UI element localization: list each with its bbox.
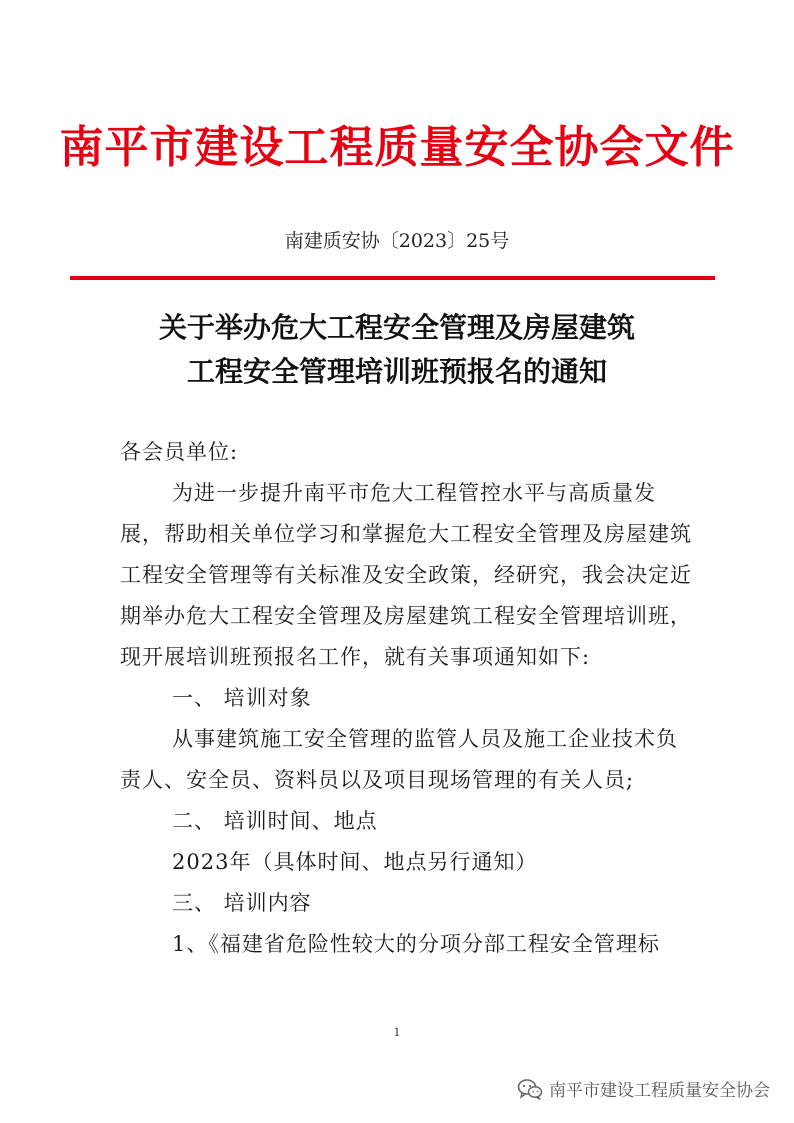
section-heading-1: 一、 培训对象 bbox=[172, 686, 312, 710]
paragraph-line: 期举办危大工程安全管理及房屋建筑工程安全管理培训班， bbox=[120, 604, 692, 628]
paragraph-line: 现开展培训班预报名工作，就有关事项通知如下: bbox=[120, 645, 591, 669]
salutation: 各会员单位: bbox=[120, 440, 239, 464]
red-divider-line bbox=[70, 276, 715, 280]
paragraph-line: 展，帮助相关单位学习和掌握危大工程安全管理及房屋建筑 bbox=[120, 522, 692, 546]
paragraph-line: 工程安全管理等有关标准及安全政策，经研究，我会决定近 bbox=[120, 563, 692, 587]
paragraph-line: 1、《福建省危险性较大的分项分部工程安全管理标 bbox=[172, 932, 660, 956]
notice-title bbox=[0, 306, 794, 394]
notice-title-line-1: 关于举办危大工程安全管理及房屋建筑 bbox=[158, 311, 635, 344]
section-heading-2: 二、 培训时间、地点 bbox=[172, 809, 378, 833]
notice-body bbox=[120, 432, 692, 965]
paragraph-line: 从事建筑施工安全管理的监管人员及施工企业技术负 bbox=[172, 727, 678, 751]
document-number: 南建质安协〔2023〕25号 bbox=[284, 230, 510, 252]
notice-title-line-2: 工程安全管理培训班预报名的通知 bbox=[186, 355, 607, 388]
page-number: 1 bbox=[393, 1026, 401, 1039]
section-heading-3: 三、 培训内容 bbox=[172, 891, 312, 915]
paragraph-line: 为进一步提升南平市危大工程管控水平与高质量发 bbox=[172, 481, 656, 505]
paragraph-line: 责人、安全员、资料员以及项目现场管理的有关人员; bbox=[120, 768, 635, 792]
watermark-text: 南平市建设工程质量安全协会 bbox=[549, 1081, 770, 1101]
wechat-watermark bbox=[517, 1076, 770, 1101]
document-header-title: 南平市建设工程质量安全协会文件 bbox=[59, 122, 735, 173]
paragraph-line: 2023年（具体时间、地点另行通知） bbox=[172, 850, 538, 874]
wechat-icon bbox=[517, 1078, 543, 1100]
